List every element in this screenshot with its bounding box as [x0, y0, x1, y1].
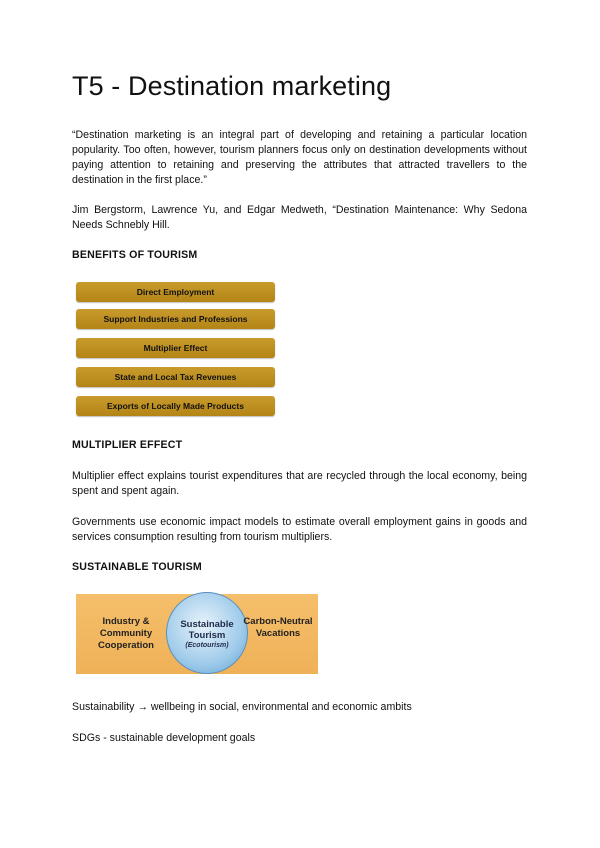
sdgs-line: SDGs - sustainable development goals: [72, 732, 256, 744]
sustainable-center-label: [166, 619, 248, 651]
sustainability-line: Sustainability → wellbeing in social, environmental and economic ambits: [72, 701, 412, 713]
center-title: Sustainable Tourism: [180, 619, 234, 641]
quote-paragraph: “Destination marketing is an integral part of developing and retaining a particular location popularity. Too often, however, tourism planners focus only on destination developments without paying attention to retaining and preserving the attributes that attracted travellers to the destination in the first place.”: [72, 129, 527, 186]
industry-community-label: Industry & Community Cooperation: [98, 616, 154, 651]
center-subtitle: (Ecotourism): [185, 642, 229, 649]
benefits-heading: BENEFITS OF TOURISM: [72, 249, 198, 261]
multiplier-paragraph-2: Governments use economic impact models to estimate overall employment gains in goods and services consumption resulting from tourism multipliers.: [72, 516, 527, 543]
multiplier-paragraph-1: Multiplier effect explains tourist expenditures that are recycled through the local economy, being spent and spent again.: [72, 470, 527, 497]
sustainable-heading: SUSTAINABLE TOURISM: [72, 561, 202, 573]
carbon-neutral-label: Carbon-Neutral Vacations: [243, 616, 313, 639]
sustainable-tourism-diagram: [76, 590, 318, 680]
page-title: T5 - Destination marketing: [72, 71, 392, 101]
benefit-bar: Multiplier Effect: [76, 338, 275, 358]
multiplier-heading: MULTIPLIER EFFECT: [72, 439, 183, 451]
benefit-bar: State and Local Tax Revenues: [76, 367, 275, 387]
benefit-bar: Exports of Locally Made Products: [76, 396, 275, 416]
benefit-bar: Support Industries and Professions: [76, 309, 275, 329]
benefit-bar: Direct Employment: [76, 282, 275, 302]
citation-paragraph: Jim Bergstorm, Lawrence Yu, and Edgar Medweth, “Destination Maintenance: Why Sedona Needs Schnebly Hill.: [72, 204, 527, 231]
